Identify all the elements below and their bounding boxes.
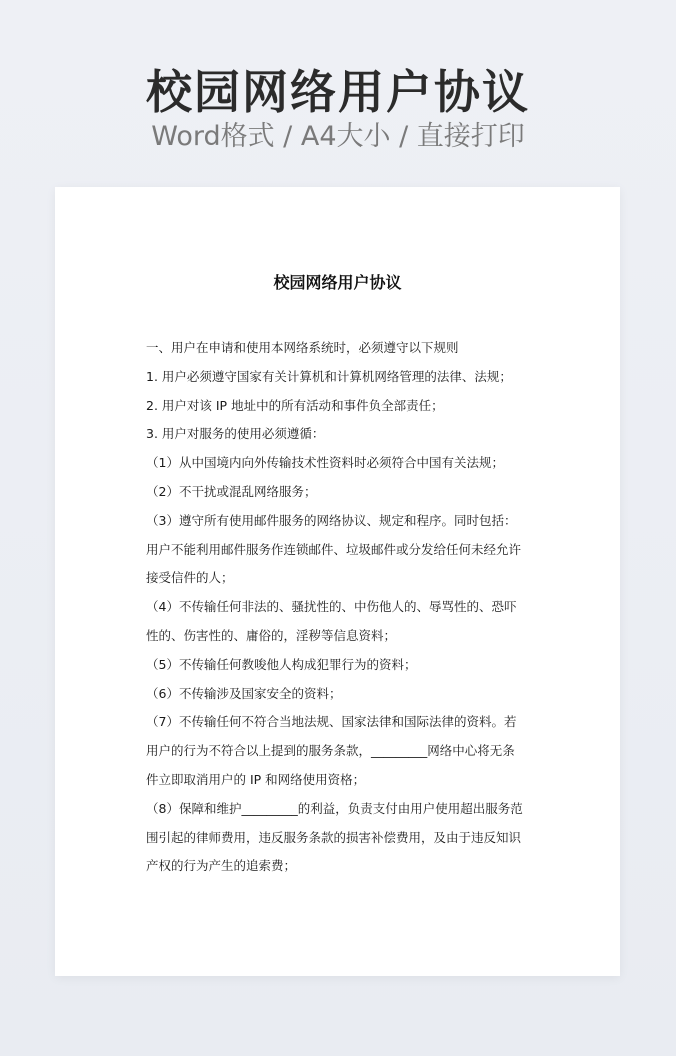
clause-4: （4）不传输任何非法的、骚扰性的、中伤他人的、辱骂性的、恐吓 [146,599,517,615]
page-subtitle: Word格式 / A4大小 / 直接打印 [151,121,525,152]
clause-8-continued: 围引起的律师费用，违反服务条款的损害补偿费用，及由于违反知识 [146,829,522,845]
clause-5: （5）不传输任何教唆他人构成犯罪行为的资料； [146,656,417,672]
document-body [146,334,536,881]
rule-2: 2. 用户对该 IP 地址中的所有活动和事件负全部责任； [146,397,444,413]
clause-7: （7）不传输任何不符合当地法规、国家法律和国际法律的资料。若 [146,714,517,730]
section-heading: 一、用户在申请和使用本网络系统时，必须遵守以下规则 [146,340,459,355]
document-page [55,187,620,976]
clause-4-continued: 性的、伤害性的、庸俗的，淫秽等信息资料； [146,627,397,643]
clause-7-continued: 件立即取消用户的 IP 和网络使用资格； [146,771,366,787]
clause-6: （6）不传输涉及国家安全的资料； [146,685,342,701]
page-title: 校园网络用户协议 [146,65,530,119]
clause-3-continued: 接受信件的人； [146,570,234,586]
clause-2: （2）不干扰或混乱网络服务； [146,483,317,499]
rule-3: 3. 用户对服务的使用必须遵循： [146,426,325,442]
clause-1: （1）从中国境内向外传输技术性资料时必须符合中国有关法规； [146,455,504,471]
clause-8: （8）保障和维护_________的利益，负责支付由用户使用超出服务范 [146,800,523,816]
rule-1: 1. 用户必须遵守国家有关计算机和计算机网络管理的法律、法规； [146,368,512,384]
clause-3: （3）遵守所有使用邮件服务的网络协议、规定和程序。同时包括： [146,512,517,528]
clause-7-continued: 用户的行为不符合以上提到的服务条款，_________网络中心将无条 [146,743,515,759]
document-title: 校园网络用户协议 [273,273,402,292]
clause-3-continued: 用户不能利用邮件服务作连锁邮件、垃圾邮件或分发给任何未经允许 [146,541,522,557]
clause-8-continued: 产权的行为产生的追索费； [146,858,297,874]
